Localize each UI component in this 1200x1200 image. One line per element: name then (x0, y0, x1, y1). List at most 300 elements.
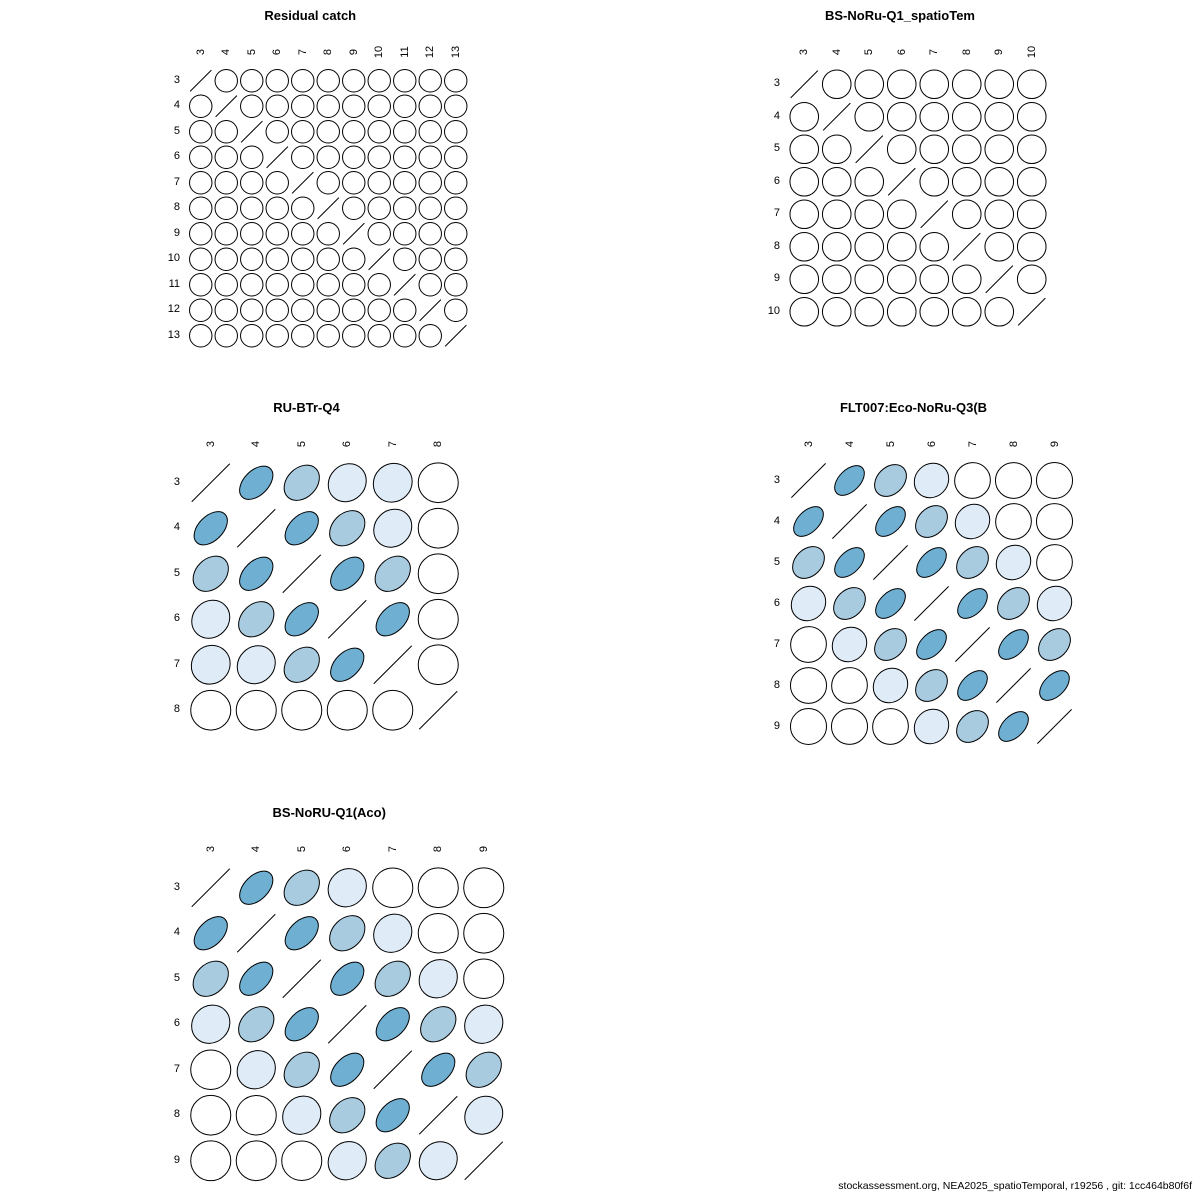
correlation-ellipse (277, 640, 326, 689)
column-tick-label: 8 (322, 48, 335, 56)
correlation-ellipse (292, 223, 314, 245)
correlation-ellipse (464, 959, 504, 998)
correlation-ellipse (394, 95, 416, 117)
correlation-ellipse (241, 197, 263, 219)
diagonal-line (394, 274, 415, 295)
column-tick-label: 6 (925, 440, 938, 448)
column-tick-label: 6 (341, 845, 354, 853)
correlation-ellipse (952, 583, 993, 624)
correlation-ellipse (419, 248, 441, 270)
panel-title: Residual catch (264, 8, 357, 23)
column-tick-label: 10 (1025, 45, 1038, 59)
column-tick-label: 3 (194, 48, 207, 56)
correlation-ellipse (1036, 463, 1072, 499)
correlation-matrix (140, 8, 481, 359)
diagonal-line (955, 627, 989, 661)
correlation-ellipse (292, 299, 314, 321)
correlation-ellipse (292, 70, 314, 92)
column-tick-label: 5 (884, 440, 897, 448)
correlation-ellipse (320, 1134, 374, 1188)
correlation-ellipse (343, 121, 365, 143)
column-tick-label: 4 (843, 440, 856, 448)
diagonal-line (823, 103, 850, 130)
correlation-ellipse (868, 622, 912, 666)
correlation-ellipse (292, 325, 314, 347)
correlation-ellipse (825, 620, 874, 669)
correlation-ellipse (870, 501, 911, 542)
correlation-ellipse (920, 265, 949, 294)
correlation-ellipse (343, 172, 365, 194)
column-tick-label: 13 (449, 45, 462, 59)
correlation-ellipse (266, 121, 288, 143)
ellipse-grid (788, 68, 1052, 332)
diagonal-line (343, 223, 364, 244)
correlation-ellipse (232, 1000, 281, 1049)
correlation-ellipse (343, 146, 365, 168)
ellipse-grid (188, 68, 473, 353)
diagonal-line (445, 325, 466, 346)
row-tick-label: 9 (773, 719, 780, 732)
row-tick-label: 8 (173, 201, 180, 214)
panel-title: RU-BTr-Q4 (273, 400, 340, 415)
correlation-ellipse (370, 596, 416, 642)
column-tick-label: 8 (960, 48, 973, 56)
correlation-ellipse (191, 1141, 231, 1181)
diagonal-line (369, 249, 390, 270)
correlation-ellipse (822, 232, 851, 261)
row-tick-label: 10 (167, 252, 180, 265)
correlation-ellipse (1017, 200, 1046, 229)
correlation-ellipse (241, 70, 263, 92)
correlation-ellipse (317, 299, 339, 321)
correlation-ellipse (215, 299, 237, 321)
row-tick-label: 4 (773, 109, 780, 122)
correlation-ellipse (952, 135, 981, 164)
row-tick-label: 8 (173, 703, 180, 716)
diagonal-line (328, 1005, 366, 1043)
correlation-ellipse (266, 172, 288, 194)
column-tick-label: 11 (398, 46, 411, 58)
correlation-ellipse (790, 102, 819, 131)
column-tick-label: 5 (863, 48, 876, 56)
panel-title: BS-NoRU-Q1(Aco) (272, 805, 386, 820)
correlation-ellipse (855, 167, 884, 196)
correlation-ellipse (993, 706, 1034, 747)
diagonal-line (292, 172, 313, 193)
diagonal-line (791, 463, 825, 497)
row-tick-label: 11 (168, 277, 180, 290)
correlation-ellipse (324, 551, 370, 597)
diagonal-line (419, 691, 457, 729)
correlation-ellipse (394, 197, 416, 219)
row-tick-label: 7 (173, 175, 180, 188)
correlation-ellipse (394, 325, 416, 347)
column-tick-label: 5 (295, 440, 308, 448)
correlation-ellipse (985, 200, 1014, 229)
diagonal-line (888, 168, 915, 195)
correlation-ellipse (855, 297, 884, 326)
correlation-ellipse (241, 172, 263, 194)
correlation-ellipse (241, 274, 263, 296)
correlation-ellipse (366, 906, 420, 960)
column-tick-label: 7 (386, 845, 399, 853)
correlation-ellipse (1036, 504, 1072, 540)
correlation-ellipse (887, 102, 916, 131)
correlation-ellipse (920, 102, 949, 131)
correlation-ellipse (445, 274, 467, 296)
correlation-ellipse (279, 596, 325, 642)
correlation-ellipse (292, 197, 314, 219)
row-tick-label: 3 (173, 73, 180, 86)
diagonal-line (465, 1142, 503, 1180)
correlation-ellipse (188, 505, 234, 551)
column-tick-label: 7 (386, 440, 399, 448)
correlation-ellipse (292, 95, 314, 117)
row-tick-label: 4 (773, 514, 780, 527)
correlation-ellipse (911, 542, 952, 583)
correlation-ellipse (993, 624, 1034, 665)
correlation-ellipse (419, 121, 441, 143)
correlation-ellipse (445, 172, 467, 194)
correlation-ellipse (790, 297, 819, 326)
correlation-ellipse (229, 638, 283, 692)
correlation-ellipse (418, 645, 458, 685)
diagonal-line (1037, 709, 1071, 743)
correlation-ellipse (279, 505, 325, 551)
correlation-ellipse (233, 551, 279, 597)
correlation-ellipse (317, 248, 339, 270)
ellipse-grid (188, 865, 511, 1188)
correlation-ellipse (266, 197, 288, 219)
correlation-ellipse (907, 460, 956, 505)
correlation-ellipse (920, 297, 949, 326)
correlation-ellipse (419, 70, 441, 92)
row-tick-label: 12 (167, 303, 180, 316)
correlation-ellipse (215, 121, 237, 143)
correlation-ellipse (419, 172, 441, 194)
column-tick-label: 4 (830, 48, 843, 56)
correlation-ellipse (241, 325, 263, 347)
column-tick-label: 7 (928, 48, 941, 56)
correlation-ellipse (215, 325, 237, 347)
correlation-ellipse (188, 954, 235, 1003)
row-tick-label: 5 (773, 142, 780, 155)
correlation-ellipse (394, 70, 416, 92)
correlation-ellipse (190, 325, 212, 347)
correlation-ellipse (457, 1088, 511, 1142)
correlation-ellipse (985, 102, 1014, 131)
correlation-ellipse (445, 299, 467, 321)
correlation-ellipse (829, 542, 870, 583)
correlation-ellipse (457, 997, 511, 1051)
row-tick-label: 8 (773, 239, 780, 252)
row-tick-label: 5 (173, 124, 180, 137)
correlation-ellipse (323, 504, 372, 553)
correlation-ellipse (343, 70, 365, 92)
footer-note: stockassessment.org, NEA2025_spatioTemporal, r19256 , git: 1cc464b80f6f (838, 1180, 1192, 1192)
correlation-ellipse (920, 232, 949, 261)
correlation-ellipse (855, 200, 884, 229)
column-tick-label: 6 (341, 440, 354, 448)
correlation-ellipse (266, 95, 288, 117)
correlation-ellipse (190, 95, 212, 117)
correlation-ellipse (373, 690, 413, 730)
correlation-ellipse (394, 223, 416, 245)
column-tick-label: 8 (1007, 440, 1020, 448)
correlation-ellipse (188, 592, 238, 646)
correlation-ellipse (368, 274, 390, 296)
correlation-ellipse (866, 661, 915, 710)
correlation-ellipse (365, 460, 420, 510)
correlation-ellipse (831, 709, 867, 745)
correlation-ellipse (368, 95, 390, 117)
correlation-ellipse (343, 325, 365, 347)
correlation-ellipse (989, 538, 1038, 587)
correlation-ellipse (343, 274, 365, 296)
column-tick-label: 4 (250, 440, 263, 448)
diagonal-line (914, 586, 948, 620)
correlation-ellipse (241, 146, 263, 168)
correlation-ellipse (394, 248, 416, 270)
correlation-ellipse (865, 701, 916, 751)
correlation-ellipse (323, 1091, 372, 1140)
row-tick-label: 6 (773, 596, 780, 609)
ellipse-grid (788, 460, 1079, 751)
correlation-ellipse (950, 704, 994, 748)
correlation-ellipse (1034, 665, 1075, 706)
row-tick-label: 5 (173, 566, 180, 579)
row-tick-label: 8 (773, 678, 780, 691)
correlation-ellipse (887, 200, 916, 229)
column-tick-label: 9 (477, 845, 490, 853)
correlation-ellipse (909, 663, 953, 707)
correlation-ellipse (988, 496, 1039, 547)
correlation-matrix (140, 400, 473, 743)
correlation-ellipse (190, 274, 212, 296)
correlation-ellipse (445, 95, 467, 117)
correlation-ellipse (790, 135, 819, 164)
correlation-ellipse (317, 146, 339, 168)
correlation-ellipse (887, 232, 916, 261)
correlation-ellipse (1032, 622, 1076, 666)
correlation-ellipse (952, 200, 981, 229)
correlation-ellipse (790, 200, 819, 229)
correlation-ellipse (950, 540, 994, 584)
correlation-ellipse (1017, 70, 1046, 99)
diagonal-line (791, 71, 818, 98)
correlation-ellipse (190, 146, 212, 168)
correlation-ellipse (887, 265, 916, 294)
correlation-ellipse (215, 70, 237, 92)
column-tick-label: 8 (432, 440, 445, 448)
correlation-ellipse (233, 865, 279, 911)
correlation-ellipse (292, 146, 314, 168)
correlation-ellipse (822, 297, 851, 326)
correlation-ellipse (317, 121, 339, 143)
diagonal-line (192, 464, 230, 502)
correlation-ellipse (366, 501, 420, 555)
correlation-ellipse (279, 910, 325, 956)
row-tick-label: 6 (773, 174, 780, 187)
correlation-ellipse (190, 299, 212, 321)
correlation-ellipse (317, 325, 339, 347)
panel-title: BS-NoRu-Q1_spatioTem (825, 8, 975, 23)
column-tick-label: 4 (250, 845, 263, 853)
correlation-ellipse (464, 868, 504, 908)
correlation-ellipse (952, 297, 981, 326)
correlation-ellipse (324, 956, 370, 1002)
column-tick-label: 12 (424, 45, 437, 59)
correlation-ellipse (277, 865, 326, 912)
correlation-matrix (740, 400, 1087, 757)
correlation-ellipse (920, 70, 949, 99)
row-tick-label: 9 (773, 272, 780, 285)
correlation-ellipse (985, 167, 1014, 196)
diagonal-line (953, 233, 980, 260)
correlation-ellipse (887, 135, 916, 164)
correlation-ellipse (1029, 537, 1079, 588)
correlation-ellipse (266, 325, 288, 347)
correlation-ellipse (266, 274, 288, 296)
correlation-ellipse (282, 1141, 322, 1180)
correlation-ellipse (275, 1088, 329, 1142)
correlation-ellipse (241, 223, 263, 245)
correlation-ellipse (215, 274, 237, 296)
diagonal-line (374, 646, 412, 684)
correlation-ellipse (952, 70, 981, 99)
correlation-ellipse (394, 146, 416, 168)
correlation-ellipse (907, 702, 956, 751)
row-tick-label: 7 (173, 1062, 180, 1075)
correlation-ellipse (822, 135, 851, 164)
correlation-ellipse (292, 274, 314, 296)
correlation-ellipse (855, 70, 884, 99)
correlation-ellipse (419, 223, 441, 245)
correlation-ellipse (419, 274, 441, 296)
correlation-ellipse (368, 223, 390, 245)
row-tick-label: 5 (173, 971, 180, 984)
correlation-ellipse (277, 460, 326, 507)
row-tick-label: 9 (173, 1153, 180, 1166)
row-tick-label: 8 (173, 1108, 180, 1121)
correlation-ellipse (445, 248, 467, 270)
correlation-ellipse (790, 265, 819, 294)
correlation-matrix (140, 805, 519, 1194)
correlation-ellipse (790, 709, 826, 745)
correlation-ellipse (788, 619, 834, 670)
correlation-ellipse (985, 232, 1014, 261)
correlation-ellipse (952, 665, 993, 706)
ellipse-grid (188, 460, 465, 737)
column-tick-label: 9 (1048, 440, 1061, 448)
correlation-ellipse (190, 121, 212, 143)
correlation-ellipse (947, 460, 998, 506)
correlation-ellipse (1017, 102, 1046, 131)
correlation-ellipse (1017, 265, 1046, 294)
diagonal-line (283, 555, 321, 593)
correlation-ellipse (327, 690, 367, 730)
diagonal-line (237, 914, 275, 952)
correlation-ellipse (233, 460, 279, 506)
correlation-ellipse (317, 70, 339, 92)
row-tick-label: 4 (173, 99, 180, 112)
row-tick-label: 5 (773, 555, 780, 568)
correlation-ellipse (215, 172, 237, 194)
correlation-ellipse (368, 146, 390, 168)
correlation-matrix (740, 8, 1060, 338)
correlation-ellipse (343, 95, 365, 117)
correlation-ellipse (1030, 579, 1079, 628)
correlation-ellipse (343, 299, 365, 321)
row-tick-label: 9 (173, 226, 180, 239)
correlation-ellipse (1017, 135, 1046, 164)
correlation-ellipse (414, 1000, 463, 1049)
correlation-ellipse (324, 1047, 370, 1093)
row-tick-label: 10 (767, 304, 780, 317)
correlation-ellipse (790, 167, 819, 196)
diagonal-line (267, 147, 288, 168)
diagonal-line (996, 668, 1030, 702)
correlation-ellipse (266, 299, 288, 321)
correlation-ellipse (948, 497, 997, 546)
correlation-ellipse (191, 690, 231, 730)
correlation-ellipse (464, 913, 504, 953)
correlation-ellipse (190, 248, 212, 270)
correlation-ellipse (418, 599, 458, 639)
row-tick-label: 6 (173, 612, 180, 625)
correlation-ellipse (292, 121, 314, 143)
correlation-ellipse (419, 325, 441, 347)
correlation-ellipse (445, 223, 467, 245)
correlation-ellipse (368, 172, 390, 194)
diagonal-line (328, 600, 366, 638)
correlation-ellipse (266, 248, 288, 270)
correlation-ellipse (394, 172, 416, 194)
diagonal-line (832, 504, 866, 538)
row-tick-label: 6 (173, 150, 180, 163)
correlation-ellipse (829, 460, 870, 501)
row-tick-label: 6 (173, 1017, 180, 1030)
correlation-ellipse (445, 197, 467, 219)
correlation-ellipse (445, 121, 467, 143)
correlation-ellipse (868, 460, 912, 503)
correlation-ellipse (317, 274, 339, 296)
correlation-ellipse (370, 1001, 416, 1047)
column-tick-label: 3 (204, 845, 217, 853)
correlation-ellipse (229, 1043, 283, 1097)
correlation-ellipse (317, 172, 339, 194)
correlation-ellipse (788, 540, 831, 584)
correlation-ellipse (415, 1047, 461, 1093)
column-tick-label: 5 (295, 845, 308, 853)
correlation-ellipse (788, 579, 833, 628)
correlation-ellipse (418, 868, 458, 908)
diagonal-line (190, 70, 211, 91)
column-tick-label: 8 (432, 845, 445, 853)
diagonal-line (241, 121, 262, 142)
column-tick-label: 9 (993, 48, 1006, 56)
correlation-ellipse (952, 102, 981, 131)
column-tick-label: 5 (245, 48, 258, 56)
correlation-ellipse (411, 952, 465, 1006)
correlation-ellipse (411, 1134, 465, 1188)
panel-title: FLT007:Eco-NoRu-Q3(B (839, 400, 988, 415)
correlation-ellipse (190, 223, 212, 245)
row-tick-label: 3 (773, 473, 780, 486)
correlation-ellipse (418, 554, 458, 594)
correlation-ellipse (370, 1092, 416, 1138)
row-tick-label: 3 (173, 475, 180, 488)
